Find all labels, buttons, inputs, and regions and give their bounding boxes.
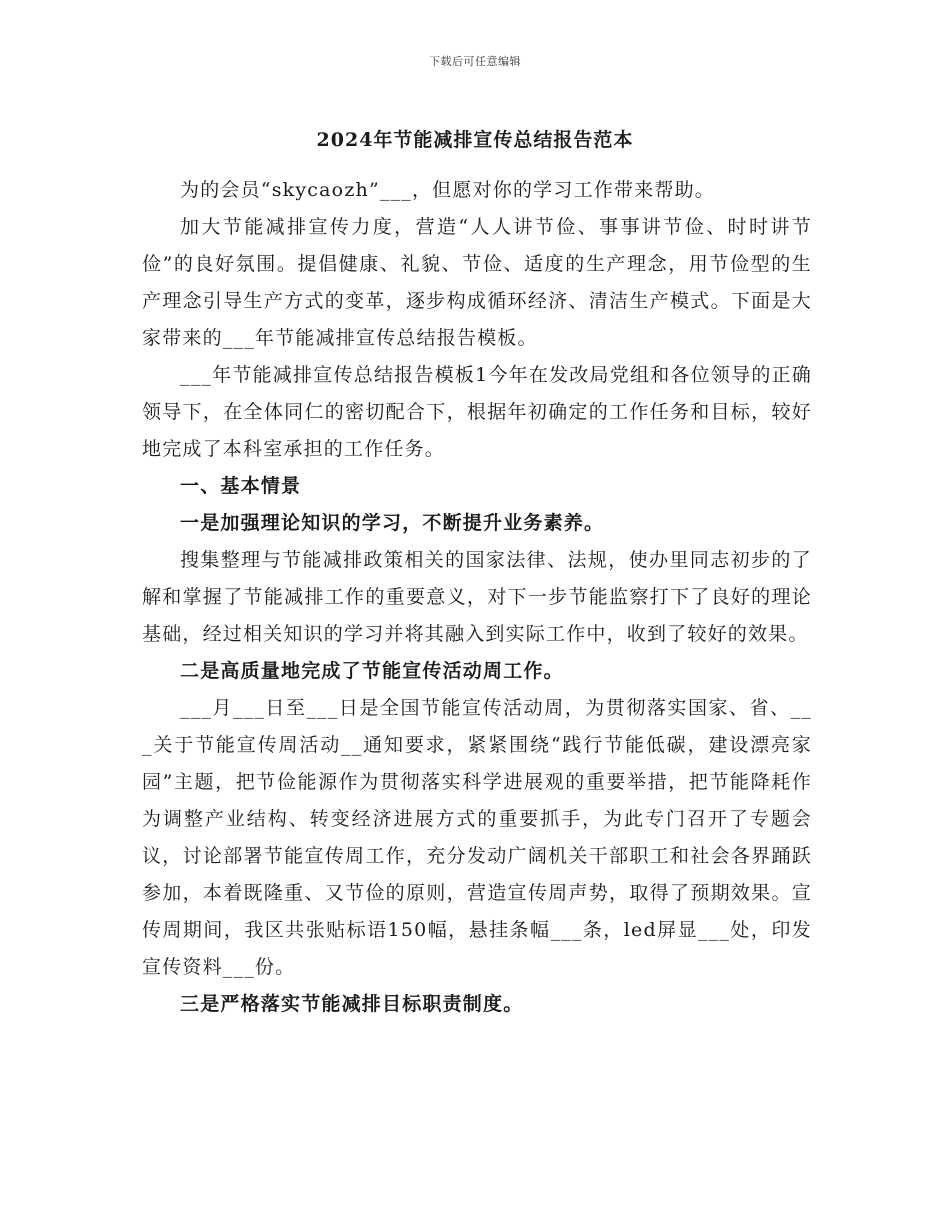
header-note: 下载后可任意编辑 [429, 55, 521, 68]
body-paragraph: ___月___日至___日是全国节能宣传活动周，为贯彻落实国家、省、___关于节能宣传周活动__通知要求，紧紧围绕“践行节能低碳，建设漂亮家园”主题，把节俭能源作为贯彻落实科学进展观的重要举措，把节能降耗作为调整产业结构、转变经济进展方式的重要抓手，为此专门召开了专题会议，讨论部署节能宣传周工作，充分发动广阔机关干部职工和社会各界踊跃参加，本着既隆重、又节俭的原则，营造宣传周声势，取得了预期效果。宣传周期间，我区共张贴标语150幅，悬挂条幅___条，led屏显___处，印发宣传资料___份。 [142, 697, 812, 978]
section-heading: 一、基本情景 [180, 475, 302, 497]
intro-paragraph: 为的会员“skycaozh”___，但愿对你的学习工作带来帮助。 [180, 179, 715, 201]
body-paragraph: 加大节能减排宣传力度，营造“人人讲节俭、事事讲节俭、时时讲节俭”的良好氛围。提倡健康、礼貌、节俭、适度的生产理念，用节俭型的生产理念引导生产方式的变革，逐步构成循环经济、清洁生产模式。下面是大家带来的___年节能减排宣传总结报告模板。 [142, 216, 812, 349]
body-paragraph: ___年节能减排宣传总结报告模板1今年在发改局党组和各位领导的正确领导下，在全体同仁的密切配合下，根据年初确定的工作任务和目标，较好地完成了本科室承担的工作任务。 [142, 364, 812, 460]
document-body [142, 172, 812, 1023]
document-title: 2024年节能减排宣传总结报告范本 [316, 129, 634, 151]
subsection-heading: 一是加强理论知识的学习，不断提升业务素养。 [180, 512, 605, 534]
subsection-heading: 三是严格落实节能减排目标职责制度。 [180, 993, 524, 1015]
body-paragraph: 搜集整理与节能减排政策相关的国家法律、法规，使办里同志初步的了解和掌握了节能减排工作的重要意义，对下一步节能监察打下了良好的理论基础，经过相关知识的学习并将其融入到实际工作中，收到了较好的效果。 [142, 549, 812, 645]
subsection-heading: 二是高质量地完成了节能宣传活动周工作。 [180, 660, 564, 682]
